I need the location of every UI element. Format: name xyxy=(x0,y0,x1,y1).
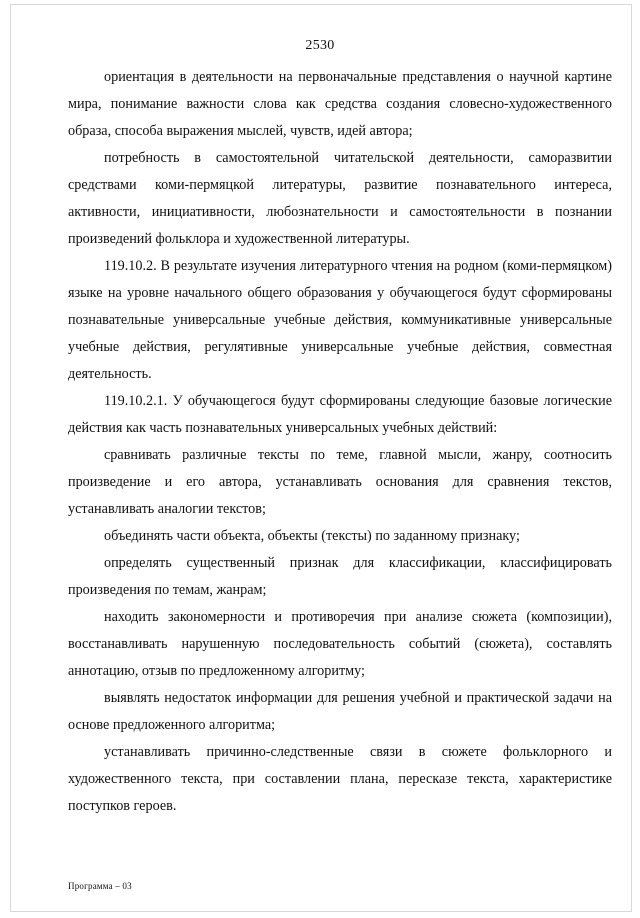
paragraph: определять существенный признак для классификации, классифицировать произведения по темам, жанрам; xyxy=(68,555,612,598)
page-number: 2530 xyxy=(305,38,335,53)
paragraph: 119.10.2.1. У обучающегося будут сформированы следующие базовые логические действия как часть познавательных универсальных учебных действий: xyxy=(68,393,612,436)
paragraph: ориентация в деятельности на первоначальные представления о научной картине мира, понимание важности слова как средства создания словесно-художественного образа, способа выражения мыслей, чувств, идей автора; xyxy=(68,69,612,139)
footer-label: Программа – 03 xyxy=(68,881,132,891)
paragraph: устанавливать причинно-следственные связи в сюжете фольклорного и художественного текста, при составлении плана, пересказе текста, характеристике поступков героев. xyxy=(68,744,612,814)
paragraph: сравнивать различные тексты по теме, главной мысли, жанру, соотносить произведение и его автора, устанавливать основания для сравнения текстов, устанавливать аналогии текстов; xyxy=(68,447,612,517)
document-body xyxy=(68,64,612,820)
paragraph: потребность в самостоятельной читательской деятельности, саморазвитии средствами коми-пермяцкой литературы, развитие познавательного интереса, активности, инициативности, любознательности и самостоятельности в познании произведений фольклора и художественной литературы. xyxy=(68,150,612,247)
paragraph: выявлять недостаток информации для решения учебной и практической задачи на основе предложенного алгоритма; xyxy=(68,690,612,733)
paragraph: объединять части объекта, объекты (тексты) по заданному признаку; xyxy=(104,528,520,544)
paragraph: 119.10.2. В результате изучения литературного чтения на родном (коми-пермяцком) языке на уровне начального общего образования у обучающегося будут сформированы познавательные универсальные учебные действия, коммуникативные универсальные учебные действия, регулятивные универсальные учебные действия, совместная деятельность. xyxy=(68,258,612,382)
paragraph: находить закономерности и противоречия при анализе сюжета (композиции), восстанавливать нарушенную последовательность событий (сюжета), составлять аннотацию, отзыв по предложенному алгоритму; xyxy=(68,609,612,679)
